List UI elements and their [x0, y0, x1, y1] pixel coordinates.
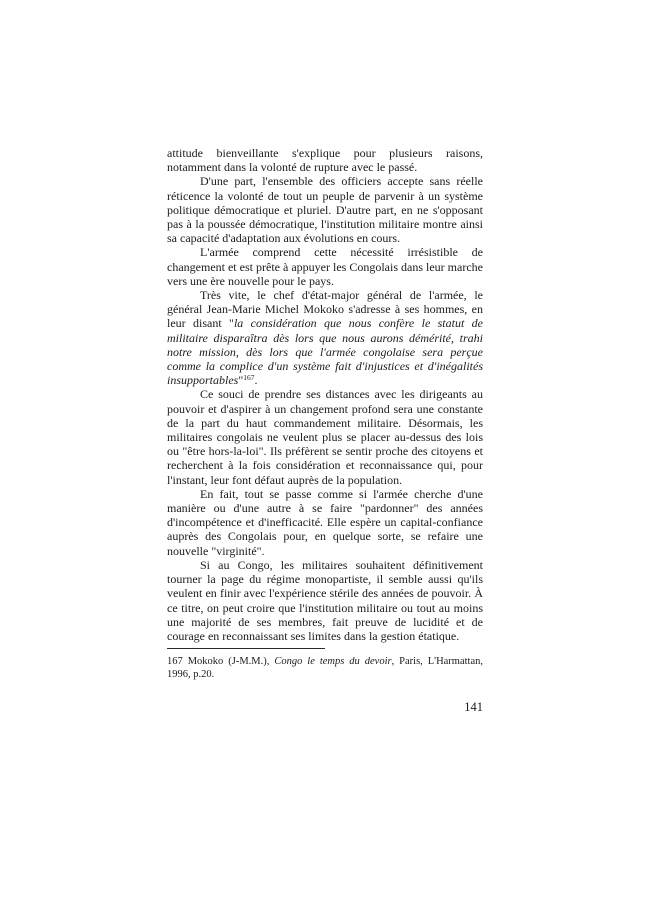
quotation-italic: la considération que nous confère le statut de militaire disparaîtra dès lors que nous aurons démérité, trahi notre mission, dès lors que l'armée congolaise sera perçue comme la complice d'un système fait d'injustices et d'inégalités insupportables	[167, 316, 484, 388]
footnote-book-title: Congo le temps du devoir	[274, 656, 392, 668]
page-number: 141	[464, 700, 483, 714]
footnote-block	[167, 648, 483, 681]
paragraph-4-end: .	[254, 373, 258, 388]
footnote-citation: 167 Mokoko (J-M.M.),	[167, 656, 275, 668]
paragraph-2: D'une part, l'ensemble des officiers accepte sans réelle réticence la volonté de tout un peuple de parvenir à un système politique démocratique et pluriel. D'autre part, en ne s'opposant pas à la poussée démocratique, l'institution militaire montre ainsi sa capacité d'adaptation aux évolutions en cours.	[167, 174, 483, 246]
footnote-separator-rule	[167, 648, 325, 649]
paragraph-4-intro: Très vite, le chef d'état-major général de l'armée, le général Jean-Marie Michel Mokoko s'adresse à ses hommes, en leur disant "	[167, 288, 483, 331]
paragraph-7: Si au Congo, les militaires souhaitent définitivement tourner la page du régime monopartiste, il semble aussi qu'ils veulent en finir avec l'expérience stérile des années de pouvoir. À ce titre, on peut croire que l'institution militaire ou tout au moins une majorité de ses membres, fait preuve de lucidité et de courage en reconnaissant ses limites dans la gestion étatique.	[167, 557, 483, 643]
footnote-text	[167, 655, 483, 681]
paragraph-4	[167, 288, 483, 387]
closing-quote: "	[238, 373, 244, 388]
text-block	[167, 146, 483, 681]
paragraph-6: En fait, tout se passe comme si l'armée cherche d'une manière ou d'une autre à se faire "pardonner" des années d'incompétence et d'inefficacité. Elle espère un capital-confiance auprès des Congolais pour, en quelque sorte, se refaire une nouvelle "virginité".	[167, 486, 483, 558]
paragraph-1: attitude bienveillante s'explique pour plusieurs raisons, notamment dans la volonté de rupture avec le passé.	[167, 146, 483, 175]
footnote-reference: 167	[243, 373, 255, 383]
paragraph-3: L'armée comprend cette nécessité irrésistible de changement et est prête à appuyer les Congolais dans leur marche vers une ère nouvelle pour le pays.	[167, 245, 483, 288]
paragraph-5: Ce souci de prendre ses distances avec les dirigeants au pouvoir et d'aspirer à un changement profond sera une constante de la part du haut commandement militaire. Désormais, les militaires congolais ne veulent plus se placer au-dessus des lois ou "être hors-la-loi". Ils préfèrent se sentir proche des citoyens et recherchent à la fois considération et reconnaissance qui, pour l'instant, leur font défaut auprès de la population.	[167, 387, 483, 487]
footnote-publication: , Paris, L'Harmattan, 1996, p.20.	[167, 656, 484, 681]
